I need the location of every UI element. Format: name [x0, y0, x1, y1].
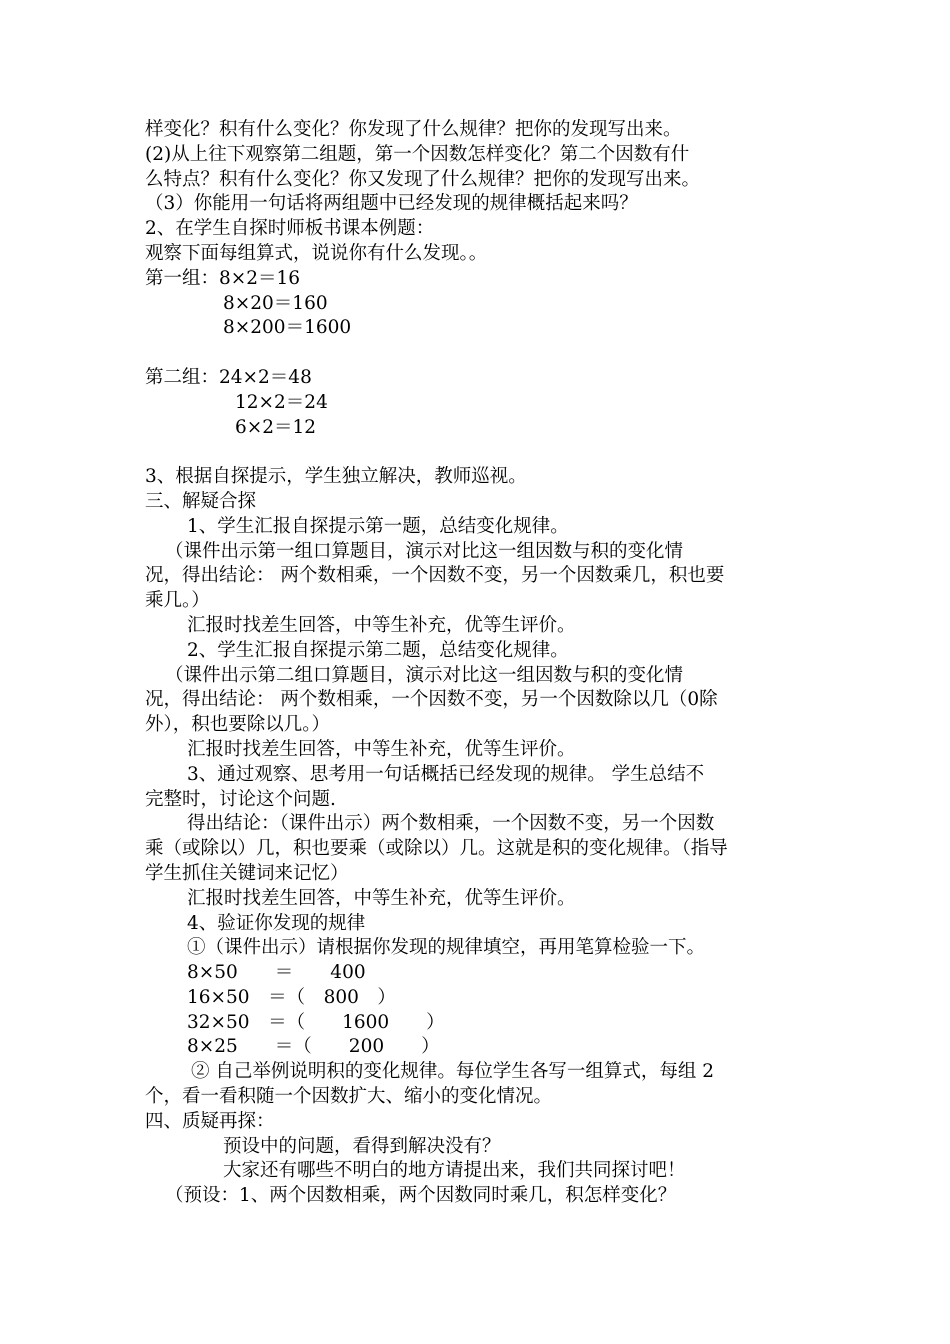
text-line: 个，看一看积随一个因数扩大、缩小的变化情况。: [145, 1086, 553, 1108]
text-line: 大家还有哪些不明白的地方请提出来，我们共同探讨吧！: [223, 1160, 686, 1182]
text-line: （课件出示第一组口算题目，演示对比这一组因数与积的变化情: [165, 540, 684, 562]
text-line: ①（课件出示）请根据你发现的规律填空，再用笔算检验一下。: [187, 937, 706, 959]
text-line: （课件出示第二组口算题目，演示对比这一组因数与积的变化情: [165, 664, 684, 686]
blank-line: [145, 440, 815, 465]
text-line: 乘（或除以）几，积也要乘（或除以）几。这就是积的变化规律。（指导: [145, 838, 728, 860]
text-line: 乘几。）: [145, 590, 210, 612]
text-line: （预设：1、两个因数相乘，两个因数同时乘几，积怎样变化？: [165, 1185, 677, 1207]
document-body: [145, 118, 815, 1209]
equation-line: 6×2＝12: [235, 416, 317, 438]
equation-line: 第一组：8×2＝16: [145, 267, 301, 289]
text-line: ② 自己举例说明积的变化规律。每位学生各写一组算式，每组 2: [191, 1061, 715, 1083]
text-line: （3）你能用一句话将两组题中已经发现的规律概括起来吗？: [145, 193, 638, 215]
equation-line: 12×2＝24: [235, 391, 328, 413]
text-line: 观察下面每组算式，说说你有什么发现。。: [145, 242, 488, 264]
text-line: 况，得出结论： 两个数相乘，一个因数不变，另一个因数除以几（0除: [145, 689, 718, 711]
section-heading: 四、质疑再探：: [145, 1110, 275, 1132]
text-line: 完整时，讨论这个问题.: [145, 788, 336, 810]
text-line: 学生抓住关键词来记忆）: [145, 862, 349, 884]
equation-line: 第二组：24×2＝48: [145, 366, 312, 388]
text-line: 2、学生汇报自探提示第二题，总结变化规律。: [187, 639, 569, 661]
equation-line: 8×25 ＝（ 200 ）: [187, 1036, 440, 1058]
equation-line: 8×20＝160: [223, 292, 328, 314]
text-line: 汇报时找差生回答，中等生补充，优等生评价。: [187, 614, 576, 636]
equation-line: 16×50 ＝（ 800 ）: [187, 986, 396, 1008]
text-line: 1、学生汇报自探提示第一题，总结变化规律。: [187, 515, 569, 537]
blank-line: [145, 341, 815, 366]
text-line: 3、通过观察、思考用一句话概括已经发现的规律。 学生总结不: [187, 763, 705, 785]
equation-line: 8×200＝1600: [223, 317, 352, 339]
text-line: 3、根据自探提示，学生独立解决，教师巡视。: [145, 466, 527, 488]
text-line: 预设中的问题，看得到解决没有？: [223, 1135, 501, 1157]
text-line: (2)从上往下观察第二组题，第一个因数怎样变化？第二个因数有什: [145, 143, 690, 165]
text-line: 况，得出结论： 两个数相乘，一个因数不变，另一个因数乘几，积也要: [145, 565, 725, 587]
text-line: 2、在学生自探时师板书课本例题：: [145, 218, 435, 240]
equation-line: 8×50 ＝ 400: [187, 962, 366, 984]
text-line: 么特点？积有什么变化？你又发现了什么规律？把你的发现写出来。: [145, 168, 701, 190]
section-heading: 三、解疑合探: [145, 490, 257, 512]
text-line: 外），积也要除以几。）: [145, 714, 331, 736]
text-line: 汇报时找差生回答，中等生补充，优等生评价。: [187, 738, 576, 760]
text-line: 得出结论：（课件出示）两个数相乘，一个因数不变，另一个因数: [187, 813, 715, 835]
text-line: 汇报时找差生回答，中等生补充，优等生评价。: [187, 887, 576, 909]
text-line: 样变化？积有什么变化？你发现了什么规律？把你的发现写出来。: [145, 119, 682, 140]
equation-line: 32×50 ＝（ 1600 ）: [187, 1011, 445, 1033]
text-line: 4、验证你发现的规律: [187, 912, 366, 934]
